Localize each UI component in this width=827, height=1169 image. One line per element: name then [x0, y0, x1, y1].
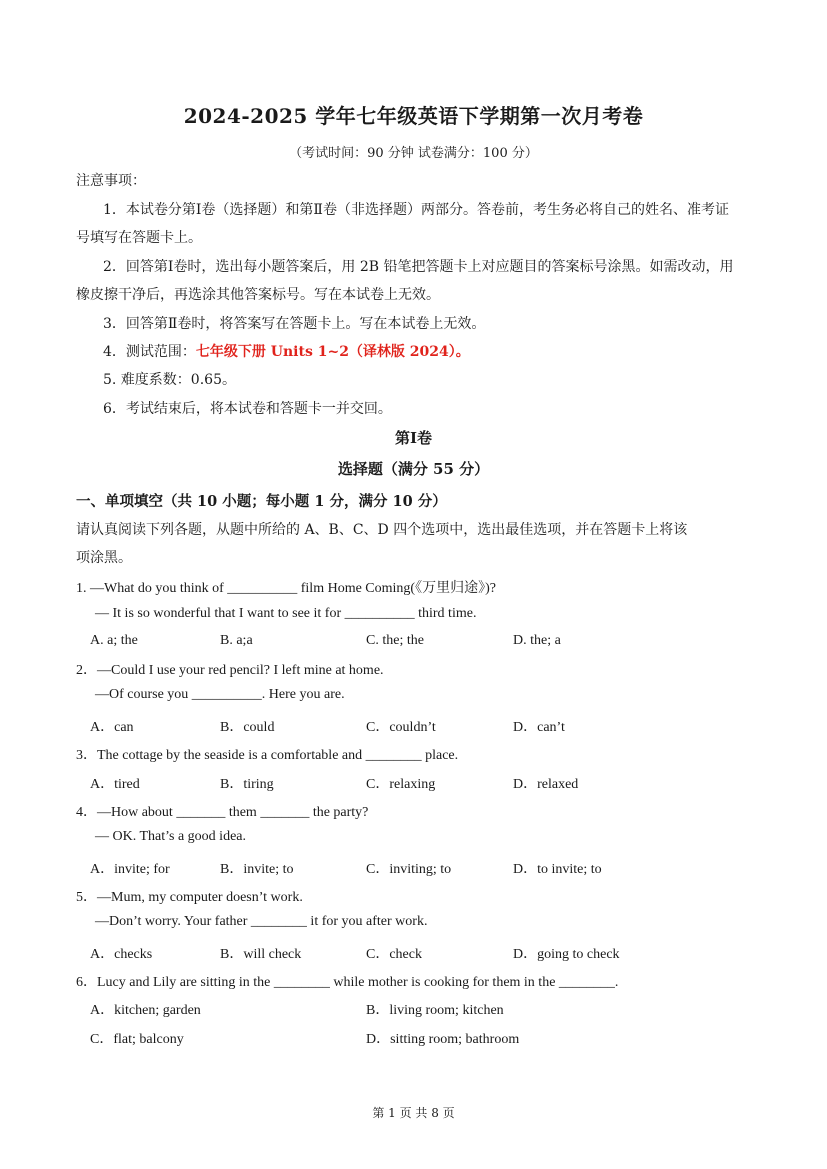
- q2-option-a: A．can: [90, 720, 134, 735]
- q1-option-d: D. the; a: [513, 633, 561, 648]
- note-3: 3．回答第Ⅱ卷时，将答案写在答题卡上。写在本试卷上无效。: [103, 316, 486, 332]
- page-footer: 第 1 页 共 8 页: [372, 1106, 455, 1120]
- q6-option-d: D．sitting room; bathroom: [366, 1032, 520, 1047]
- q6-option-a: A．kitchen; garden: [90, 1003, 201, 1018]
- note-6: 6．考试结束后，将本试卷和答题卡一并交回。: [103, 401, 392, 417]
- section-1-instructions-line-1: 请认真阅读下列各题，从题中所给的 A、B、C、D 四个选项中，选出最佳选项，并在答题卡上将该: [76, 522, 688, 538]
- q4-response: — OK. That’s a good idea.: [95, 829, 246, 844]
- q2-option-b: B．could: [220, 720, 275, 735]
- exam-title: 2024-2025 学年七年级英语下学期第一次月考卷: [183, 104, 644, 128]
- note-4: [103, 341, 470, 361]
- q3-option-c: C．relaxing: [366, 777, 436, 792]
- q6-option-c: C．flat; balcony: [90, 1032, 184, 1047]
- q1-option-a: A. a; the: [90, 633, 138, 648]
- q1-option-c: C. the; the: [366, 633, 424, 648]
- q5-option-a: A．checks: [90, 947, 153, 962]
- q5-response: —Don’t worry. Your father ________ it for you after work.: [95, 914, 428, 929]
- q2-option-d: D．can’t: [513, 720, 565, 735]
- notes-heading: 注意事项：: [76, 173, 146, 189]
- q1-option-b: B. a;a: [220, 633, 253, 648]
- note-4-scope: 七年级下册 Units 1~2（译林版 2024）。: [195, 344, 470, 360]
- note-5: 5. 难度系数：0.65。: [103, 372, 236, 388]
- q4-stem: 4．—How about _______ them _______ the party?: [76, 805, 369, 820]
- note-4-prefix: 4．测试范围：: [103, 344, 196, 360]
- q3-option-b: B．tiring: [220, 777, 274, 792]
- q1-response: — It is so wonderful that I want to see it for __________ third time.: [95, 606, 477, 621]
- q5-option-c: C．check: [366, 947, 422, 962]
- q2-response: —Of course you __________. Here you are.: [95, 687, 345, 702]
- q2-option-c: C．couldn’t: [366, 720, 436, 735]
- note-2-line-1: 2．回答第Ⅰ卷时，选出每小题答案后，用 2B 铅笔把答题卡上对应题目的答案标号涂黑。如需改动，用: [103, 259, 734, 275]
- volume-heading: 第Ⅰ卷: [394, 429, 433, 447]
- note-1-line-1: 1．本试卷分第Ⅰ卷（选择题）和第Ⅱ卷（非选择题）两部分。答卷前，考生务必将自己的姓名、准考证: [103, 202, 729, 218]
- q2-stem: 2．—Could I use your red pencil? I left mine at home.: [76, 663, 384, 678]
- q1-stem: 1. —What do you think of __________ film Home Coming(《万里归途》)?: [76, 581, 496, 596]
- q4-option-a: A．invite; for: [90, 862, 170, 877]
- note-1-line-2: 号填写在答题卡上。: [76, 230, 202, 246]
- q6-stem: 6．Lucy and Lily are sitting in the ________ while mother is cooking for them in the ________.: [76, 975, 619, 990]
- q5-option-d: D．going to check: [513, 947, 620, 962]
- q5-stem: 5．—Mum, my computer doesn’t work.: [76, 890, 303, 905]
- note-2-line-2: 橡皮擦干净后，再选涂其他答案标号。写在本试卷上无效。: [76, 287, 440, 303]
- part-heading: 选择题（满分 55 分）: [337, 460, 490, 478]
- section-1-heading: 一、单项填空（共 10 小题；每小题 1 分，满分 10 分）: [76, 493, 447, 510]
- q4-option-c: C．inviting; to: [366, 862, 452, 877]
- q6-option-b: B．living room; kitchen: [366, 1003, 504, 1018]
- section-1-instructions-line-2: 项涂黑。: [76, 550, 132, 566]
- q3-stem: 3．The cottage by the seaside is a comfortable and ________ place.: [76, 748, 459, 763]
- exam-subtitle: （考试时间：90 分钟 试卷满分：100 分）: [289, 146, 538, 161]
- q5-option-b: B．will check: [220, 947, 302, 962]
- q4-option-d: D．to invite; to: [513, 862, 602, 877]
- q4-option-b: B．invite; to: [220, 862, 294, 877]
- q3-option-a: A．tired: [90, 777, 140, 792]
- q3-option-d: D．relaxed: [513, 777, 579, 792]
